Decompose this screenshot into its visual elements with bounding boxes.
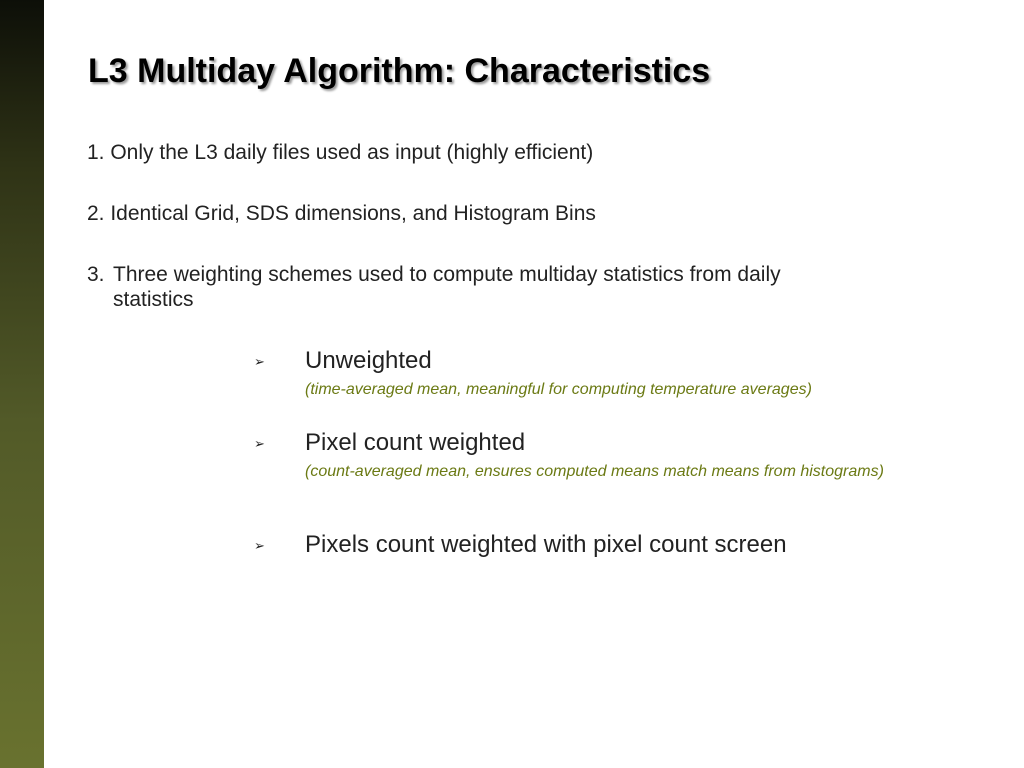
sub-item-note: (count-averaged mean, ensures computed means match means from histograms) [305, 463, 884, 480]
arrow-bullet-icon: ➢ [254, 436, 265, 451]
sub-item-label: Pixels count weighted with pixel count screen [305, 531, 787, 558]
arrow-bullet-icon: ➢ [254, 538, 265, 553]
arrow-bullet-icon: ➢ [254, 354, 265, 369]
slide-title: L3 Multiday Algorithm: Characteristics [88, 52, 711, 90]
sub-item-label: Unweighted [305, 347, 432, 374]
point-1: 1. Only the L3 daily files used as input (highly efficient) [87, 141, 594, 164]
sub-item-label: Pixel count weighted [305, 429, 526, 456]
sub-item-note: (time-averaged mean, meaningful for computing temperature averages) [305, 381, 812, 398]
point-2: 2. Identical Grid, SDS dimensions, and Histogram Bins [87, 202, 596, 225]
point-3-line1: Three weighting schemes used to compute multiday statistics from daily [113, 263, 781, 286]
side-decoration-bar [0, 0, 44, 768]
point-3-line2: statistics [113, 288, 194, 311]
point-3-number: 3. [87, 263, 105, 286]
point-3 [87, 262, 957, 312]
